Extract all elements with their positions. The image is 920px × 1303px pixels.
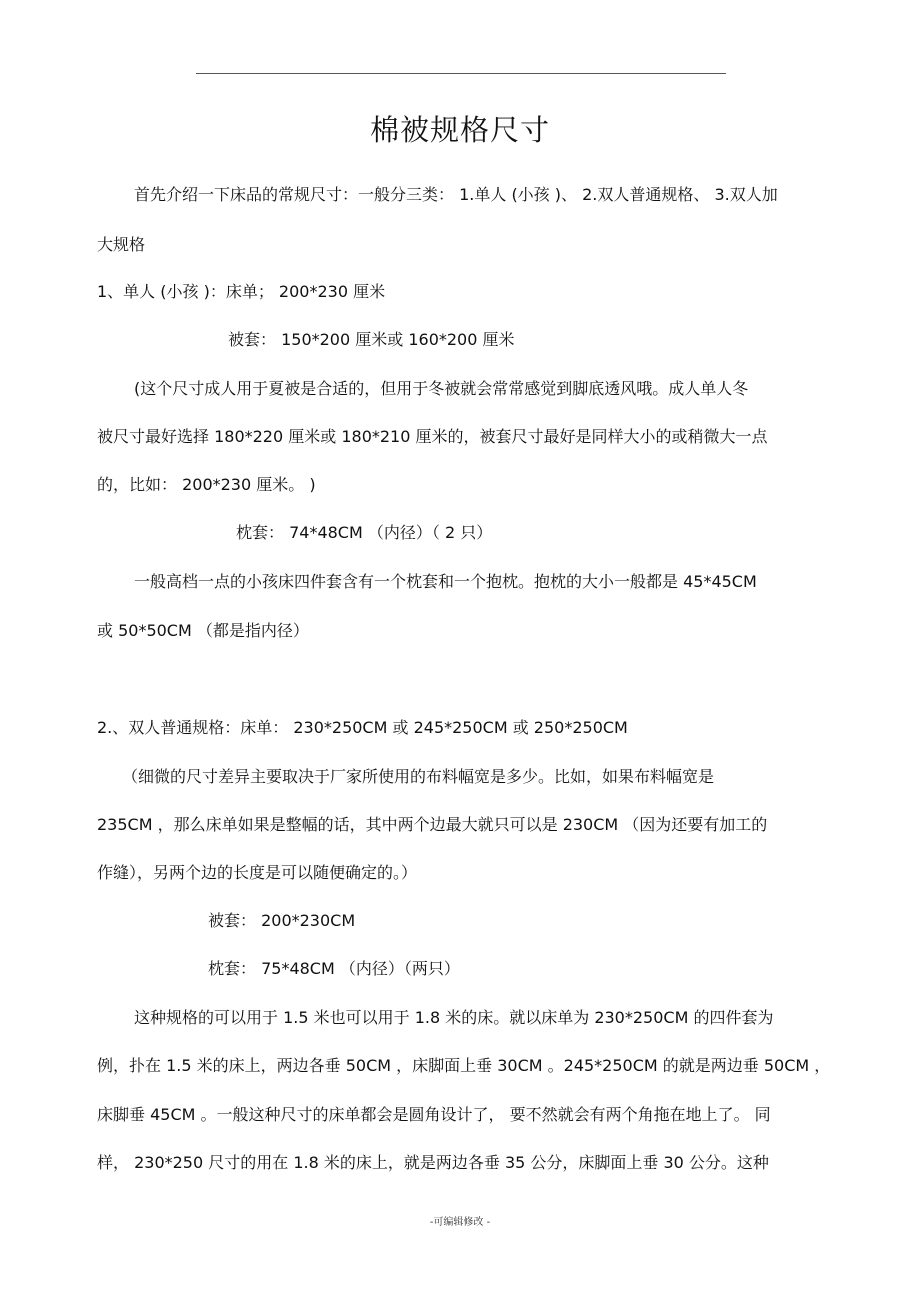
- document-title: 棉被规格尺寸: [369, 113, 550, 147]
- paragraph-line: 样， 230*250 尺寸的用在 1.8 米的床上，就是两边各垂 35 公分，床脚面上垂 30 公分。这种: [97, 1153, 769, 1172]
- paragraph-line: 枕套： 75*48CM （内径）（两只）: [208, 959, 460, 978]
- paragraph-line: 或 50*50CM （都是指内径）: [97, 621, 309, 640]
- paragraph-line: 一般高档一点的小孩床四件套含有一个枕套和一个抱枕。抱枕的大小一般都是 45*45CM: [134, 572, 757, 591]
- paragraph-line: 2.、双人普通规格：床单： 230*250CM 或 245*250CM 或 250*250CM: [97, 718, 628, 737]
- paragraph-line: 被套： 150*200 厘米或 160*200 厘米: [228, 330, 515, 349]
- paragraph-line: 被套： 200*230CM: [208, 911, 356, 930]
- paragraph-line: 1、单人 (小孩 )：床单； 200*230 厘米: [97, 282, 386, 301]
- paragraph-line: 枕套： 74*48CM （内径）（ 2 只）: [236, 523, 493, 542]
- paragraph-line: (这个尺寸成人用于夏被是合适的，但用于冬被就会常常感觉到脚底透风哦。成人单人冬: [134, 379, 749, 398]
- paragraph-line: 被尺寸最好选择 180*220 厘米或 180*210 厘米的，被套尺寸最好是同样大小的或稍微大一点: [97, 427, 768, 446]
- paragraph-line: （细微的尺寸差异主要取决于厂家所使用的布料幅宽是多少。比如，如果布料幅宽是: [122, 767, 715, 786]
- paragraph-line: 例，扑在 1.5 米的床上，两边各垂 50CM ，床脚面上垂 30CM 。245*250CM 的就是两边垂 50CM ，: [97, 1056, 831, 1075]
- page-footer: -可编辑修改 -: [429, 1217, 491, 1228]
- header-rule: [196, 73, 726, 74]
- paragraph-line: 首先介绍一下床品的常规尺寸：一般分三类： 1.单人 (小孩 )、 2.双人普通规格、 3.双人加: [134, 185, 778, 204]
- paragraph-line: 235CM ，那么床单如果是整幅的话，其中两个边最大就只可以是 230CM （因为还要有加工的: [97, 815, 768, 834]
- paragraph-line: 大规格: [97, 235, 146, 254]
- paragraph-line: 床脚垂 45CM 。一般这种尺寸的床单都会是圆角设计了， 要不然就会有两个角拖在地上了。 同: [97, 1105, 771, 1124]
- paragraph-line: 的，比如： 200*230 厘米。 ): [97, 475, 316, 494]
- paragraph-line: 这种规格的可以用于 1.5 米也可以用于 1.8 米的床。就以床单为 230*250CM 的四件套为: [134, 1008, 774, 1027]
- paragraph-line: 作缝），另两个边的长度是可以随便确定的。）: [97, 863, 418, 882]
